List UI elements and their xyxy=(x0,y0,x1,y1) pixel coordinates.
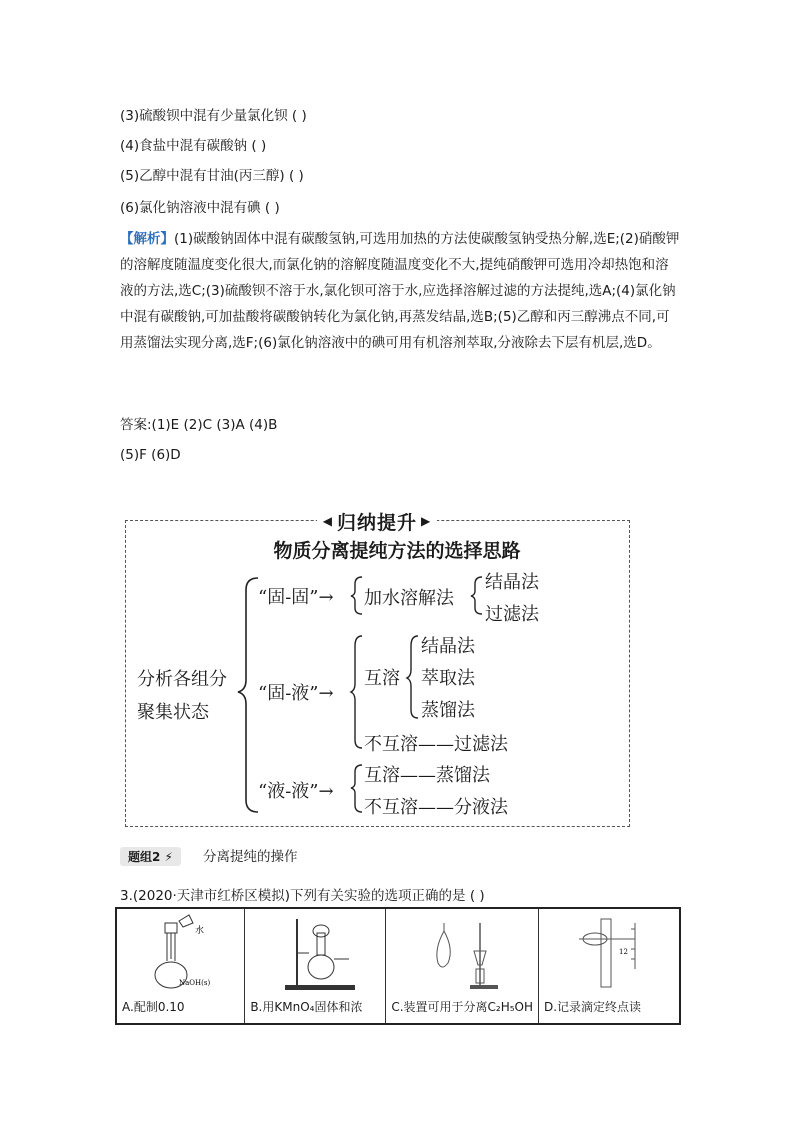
analysis-body: (1)碳酸钠固体中混有碳酸氢钠,可选用加热的方法使碳酸氢钠受热分解,选E;(2)硝酸钾的溶解度随温度变化很大,而氯化钠的溶解度随温度变化不大,提纯硝酸钾可选用冷却热饱和溶液的方法,选C;(3)硫酸钡不溶于水,氯化钡可溶于水,应选择溶解过滤的方法提纯,选A;(4)氯化钠中混有碳酸钠,可加盐酸将碳酸钠转化为氯化钠,再蒸发结晶,选B;(5)乙醇和丙三醇沸点不同,可用蒸馏法实现分离,选F;(6)氯化钠溶液中的碘可用有机溶剂萃取,分液除去下层有机层,选D。 xyxy=(120,231,680,351)
options-table xyxy=(115,907,681,1025)
ll-mutual: 互溶——蒸馏法 xyxy=(364,765,490,786)
banner-text: 归纳提升 xyxy=(336,511,417,534)
brace-ss xyxy=(351,577,362,614)
analysis-tag: 【解析】 xyxy=(120,231,174,247)
ll-immiscible: 不互溶——分液法 xyxy=(364,797,508,818)
burette-reading-icon xyxy=(539,909,679,994)
sl-sub-distill: 蒸馏法 xyxy=(421,700,475,721)
option-d-figure xyxy=(539,909,679,994)
summary-title: 物质分离提纯方法的选择思路 xyxy=(273,540,521,562)
brace-ll xyxy=(351,765,362,812)
question-4-item: (4)食盐中混有碳酸钠 ( ) xyxy=(120,138,267,154)
option-b-cell xyxy=(245,908,386,1024)
option-a-caption: A.配制0.10 xyxy=(122,1000,185,1014)
volumetric-flask-icon xyxy=(117,909,243,994)
section-title: 分离提纯的操作 xyxy=(202,849,298,865)
separatory-funnel-icon xyxy=(386,909,526,994)
question-3-item: (3)硫酸钡中混有少量氯化钡 ( ) xyxy=(120,108,307,124)
option-c-cell xyxy=(386,908,539,1024)
ss-method: 加水溶解法 xyxy=(364,588,454,609)
option-d-cell xyxy=(539,908,681,1024)
option-a-figure xyxy=(117,909,244,994)
option-c-caption: C.装置可用于分离C₂H₅OH xyxy=(391,1000,533,1014)
ss-sub-filter: 过滤法 xyxy=(485,604,539,625)
question-6-item: (6)氯化钠溶液中混有碘 ( ) xyxy=(120,200,280,216)
question-5-item: (5)乙醇中混有甘油(丙三醇) ( ) xyxy=(120,168,304,184)
sl-sub-crystallize: 结晶法 xyxy=(421,636,475,657)
main-brace xyxy=(238,578,258,812)
banner-right-arrow-icon: ▶ xyxy=(421,514,432,528)
root-line-2: 聚集状态 xyxy=(137,702,209,723)
branch-liquid-liquid: “液-液”→ xyxy=(258,781,334,802)
question-3-stem: 3.(2020·天津市红桥区模拟)下列有关实验的选项正确的是 ( ) xyxy=(120,888,485,904)
label-scale: 12 xyxy=(619,948,628,956)
answer-line-1: 答案:(1)E (2)C (3)A (4)B xyxy=(120,417,278,433)
sl-sub-extract: 萃取法 xyxy=(421,668,475,689)
option-d-caption: D.记录滴定终点读 xyxy=(544,1000,642,1014)
ss-sub-crystallize: 结晶法 xyxy=(485,572,539,593)
brace-sl-sub xyxy=(407,636,418,718)
option-c-figure xyxy=(386,909,538,994)
brace-ss-sub xyxy=(471,577,482,614)
option-a-cell xyxy=(116,908,245,1024)
banner-left-arrow-icon: ◀ xyxy=(322,514,333,528)
section-header xyxy=(120,845,297,866)
sl-mutual: 互溶 xyxy=(364,668,400,689)
label-naoh: NaOH(s) xyxy=(179,979,211,987)
sl-immiscible: 不互溶——过滤法 xyxy=(364,734,508,755)
option-b-figure xyxy=(245,909,385,994)
branch-solid-solid: “固-固”→ xyxy=(258,587,334,608)
gas-generator-icon xyxy=(245,909,385,994)
section-badge: 题组2 ⚡ xyxy=(120,847,181,866)
brace-sl xyxy=(351,636,362,748)
root-line-1: 分析各组分 xyxy=(137,669,227,690)
option-b-caption: B.用KMnO₄固体和浓 xyxy=(250,1000,363,1014)
answer-line-2: (5)F (6)D xyxy=(120,447,181,463)
label-water: 水 xyxy=(195,926,205,936)
branch-solid-liquid: “固-液”→ xyxy=(258,683,334,704)
